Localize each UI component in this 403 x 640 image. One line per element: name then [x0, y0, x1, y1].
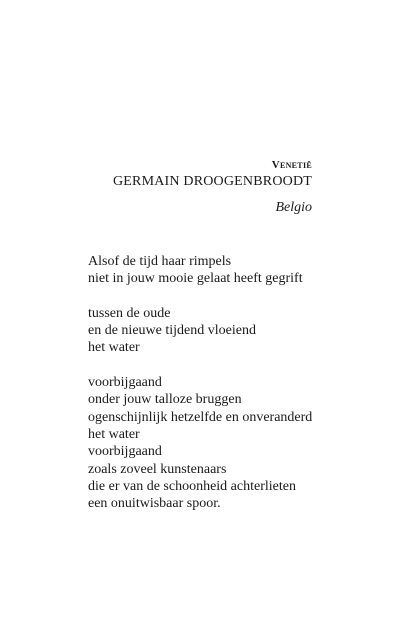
poem-line: en de nieuwe tijdend vloeiend [88, 323, 256, 339]
poem-line: voorbijgaand [88, 375, 162, 391]
poem-line: voorbijgaand [88, 444, 162, 460]
poem-line: onder jouw talloze bruggen [88, 392, 242, 408]
stanza [88, 374, 388, 512]
poem-line: zoals zoveel kunstenaars [88, 461, 227, 477]
author-name: GERMAIN DROOGENBROODT [112, 174, 312, 189]
poem-line: Alsof de tijd haar rimpels [88, 254, 232, 269]
poem-line: het water [88, 426, 140, 442]
poem-body [88, 253, 388, 530]
poem-line: niet in jouw mooie gelaat heeft gegrift [88, 271, 303, 287]
author-country: Belgio [275, 200, 312, 215]
poem-line: het water [88, 340, 140, 356]
poem-line: tussen de oude [88, 305, 171, 321]
poem-line: een onuitwisbaar spoor. [88, 496, 221, 512]
stanza [88, 305, 388, 357]
poem-line: ogenschijnlijk hetzelfde en onveranderd [88, 409, 313, 425]
poem-title: Venetië [271, 159, 312, 171]
poem-line: die er van de schoonheid achterlieten [88, 478, 296, 494]
stanza [88, 253, 388, 288]
